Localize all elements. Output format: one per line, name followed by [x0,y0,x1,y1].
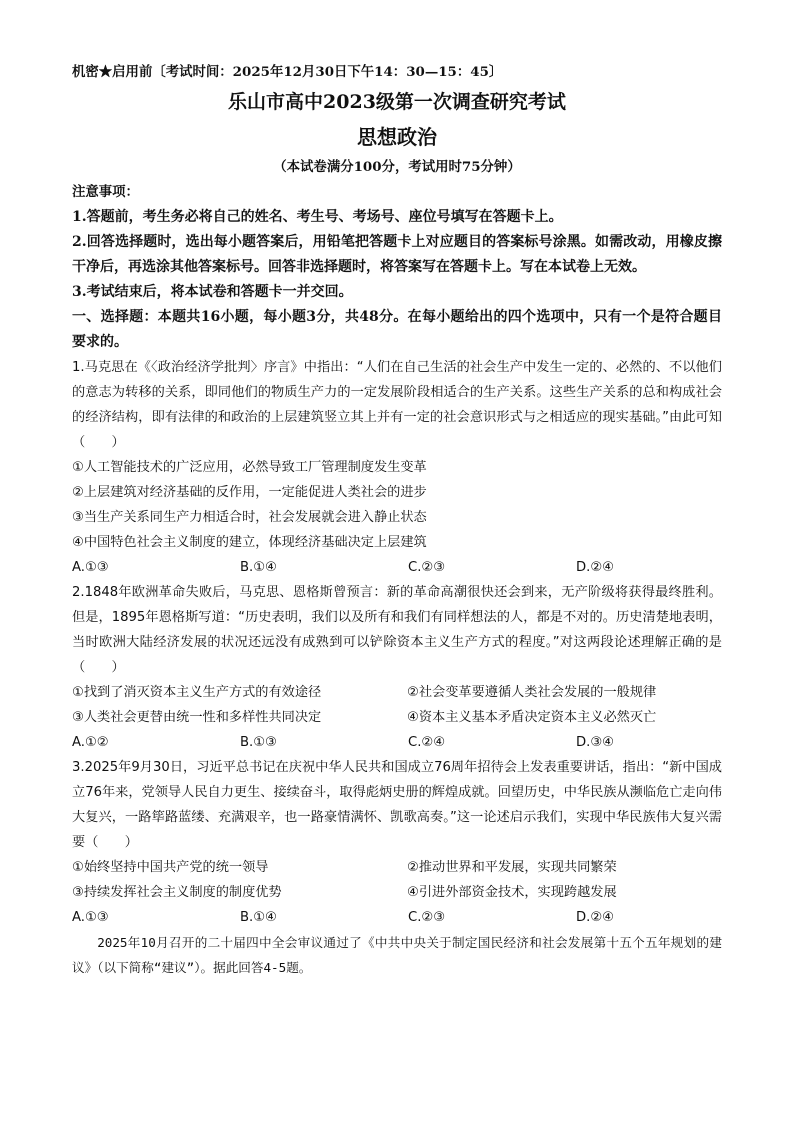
notes-heading: 注意事项： [72,184,139,200]
question-2-option-b[interactable]: B.①③ [240,735,277,750]
question-1-option-b[interactable]: B.①④ [240,560,277,575]
question-3-item-2: ②推动世界和平发展，实现共同繁荣 [407,860,617,875]
question-3-option-c[interactable]: C.②③ [408,910,446,925]
question-3-option-d[interactable]: D.②④ [576,910,614,925]
question-2-item-4: ④资本主义基本矛盾决定资本主义必然灭亡 [407,710,657,725]
question-1-options [72,555,722,580]
question-1-option-c[interactable]: C.②③ [408,560,446,575]
note-item-1: 1.答题前，考生务必将自己的姓名、考生号、考场号、座位号填写在答题卡上。 [72,209,563,225]
question-2-item-2: ②社会变革要遵循人类社会发展的一般规律 [407,685,657,700]
question-1-item-2: ②上层建筑对经济基础的反作用，一定能促进人类社会的进步 [72,485,427,500]
question-3-option-b[interactable]: B.①④ [240,910,277,925]
note-item-3: 3.考试结束后，将本试卷和答题卡一并交回。 [72,284,353,300]
exam-info: （本试卷满分100分，考试用时75分钟） [273,159,521,175]
section-heading: 一、选择题：本题共16小题，每小题3分，共48分。在每小题给出的四个选项中，只有一个是符合题目要求的。 [72,309,722,350]
question-2-items-row-2 [72,705,722,730]
question-3-item-3: ③持续发挥社会主义制度的制度优势 [72,885,282,900]
question-1-item-4: ④中国特色社会主义制度的建立，体现经济基础决定上层建筑 [72,535,427,550]
confidential-line: 机密★启用前〔考试时间：2025年12月30日下午14：30—15：45〕 [72,64,503,80]
question-2-options [72,730,722,755]
question-3-options [72,905,722,930]
note-item-2: 2.回答选择题时，选出每小题答案后，用铅笔把答题卡上对应题目的答案标号涂黑。如需改动，用橡皮擦干净后，再选涂其他答案标号。回答非选择题时，将答案写在答题卡上。写在本试卷上无效。 [72,234,722,275]
subject-title: 思想政治 [357,125,437,149]
exam-page [72,60,722,980]
question-3-option-a[interactable]: A.①③ [72,910,109,925]
question-3-item-1: ①始终坚持中国共产党的统一领导 [72,860,269,875]
question-2-items-row-1 [72,680,722,705]
question-2-item-3: ③人类社会更替由统一性和多样性共同决定 [72,710,322,725]
question-3-items-row-1 [72,855,722,880]
exam-title: 乐山市高中2023级第一次调查研究考试 [228,91,566,113]
question-2-option-d[interactable]: D.③④ [576,735,614,750]
question-2-stem: 2.1848年欧洲革命失败后，马克思、恩格斯曾预言：新的革命高潮很快还会到来，无产阶级将获得最终胜利。但是，1895年恩格斯写道：“历史表明，我们以及所有和我们有同样想法的人，都是不对的。历史清楚地表明，当时欧洲大陆经济发展的状况还远没有成熟到可以铲除资本主义生产方式的程度。”对这两段论述理解正确的是（ ） [72,585,722,675]
question-3-item-4: ④引进外部资金技术，实现跨越发展 [407,885,617,900]
question-3-items-row-2 [72,880,722,905]
question-1-item-1: ①人工智能技术的广泛应用，必然导致工厂管理制度发生变革 [72,460,427,475]
question-1-option-d[interactable]: D.②④ [576,560,614,575]
question-2-option-a[interactable]: A.①② [72,735,109,750]
question-1-option-a[interactable]: A.①③ [72,560,109,575]
question-1-item-3: ③当生产关系同生产力相适合时，社会发展就会进入静止状态 [72,510,427,525]
question-2-item-1: ①找到了消灭资本主义生产方式的有效途径 [72,685,322,700]
question-3-stem: 3.2025年9月30日，习近平总书记在庆祝中华人民共和国成立76周年招待会上发表重要讲话，指出：“新中国成立76年来，党领导人民自力更生、接续奋斗，取得彪炳史册的辉煌成就。回望历史，中华民族从濒临危亡走向伟大复兴，一路筚路蓝缕、充满艰辛，也一路豪情满怀、凯歌高奏。”这一论述启示我们，实现中华民族伟大复兴需要（ ） [72,760,722,850]
question-2-option-c[interactable]: C.②④ [408,735,446,750]
question-1-stem: 1.马克思在《〈政治经济学批判〉序言》中指出：“人们在自己生活的社会生产中发生一定的、必然的、不以他们的意志为转移的关系，即同他们的物质生产力的一定发展阶段相适合的生产关系。这些生产关系的总和构成社会的经济结构，即有法律的和政治的上层建筑竖立其上并有一定的社会意识形式与之相适应的现实基础。”由此可知（ ） [72,360,722,450]
question-4-5-context: 2025年10月召开的二十届四中全会审议通过了《中共中央关于制定国民经济和社会发展第十五个五年规划的建议》（以下简称“建议”）。据此回答4-5题。 [72,935,722,975]
